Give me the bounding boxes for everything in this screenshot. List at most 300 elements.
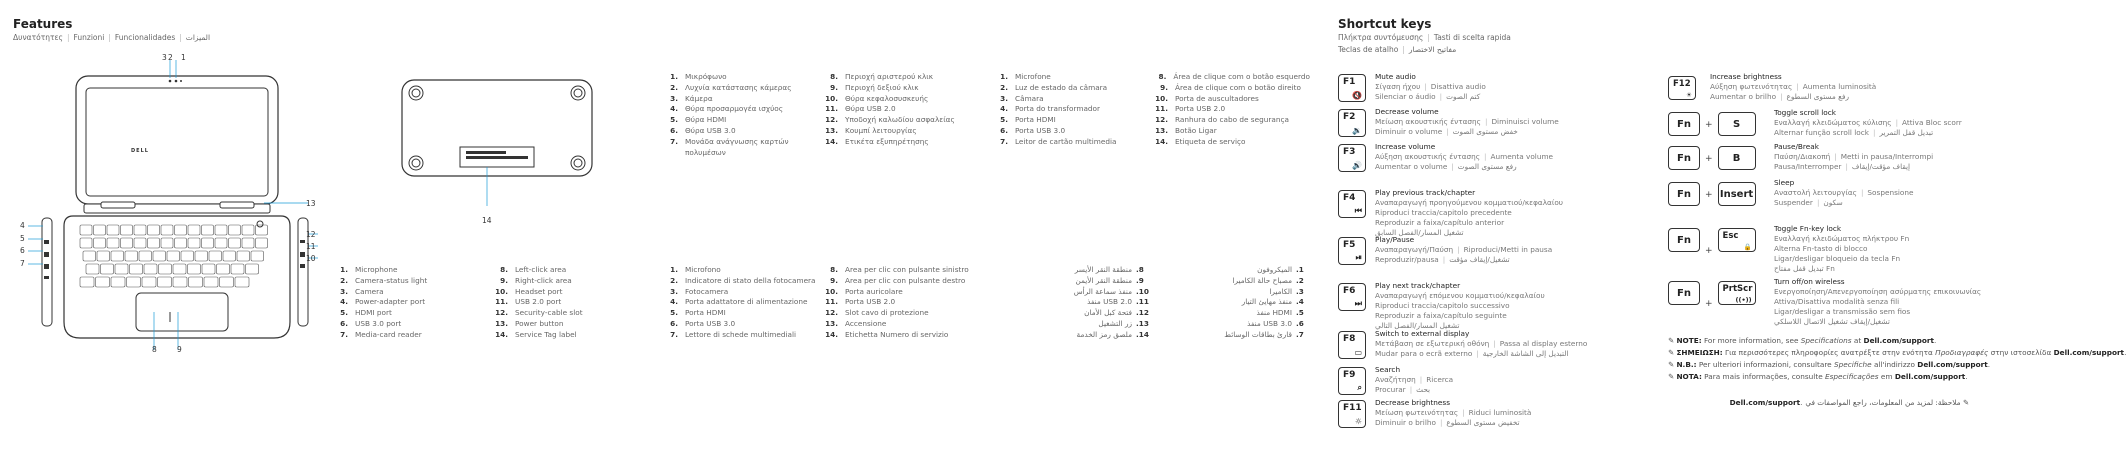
keyboard-key: [209, 251, 222, 261]
keyboard-key: [189, 277, 203, 287]
feature-label: Fotocamera: [685, 286, 729, 296]
feature-item: [490, 319, 650, 330]
note-end: .: [1934, 336, 1937, 345]
feature-number: 7.: [340, 329, 348, 339]
support-link[interactable]: Dell.com/support: [2053, 348, 2125, 357]
key-label: F3: [1343, 147, 1356, 157]
search-icon: ⌕: [1357, 383, 1362, 392]
feature-item: [660, 319, 820, 330]
keyboard-key: [175, 238, 187, 248]
feature-number: 3.: [1000, 93, 1008, 103]
keyboard-key: [159, 264, 172, 274]
keyboard-key: [202, 238, 214, 248]
feature-label: Porta adattatore di alimentazione: [685, 297, 808, 307]
separator: |: [1451, 162, 1454, 171]
key-label: S: [1732, 118, 1741, 130]
feature-number: .8: [1136, 265, 1144, 274]
dell-logo: DELL: [131, 148, 149, 154]
feature-label: Μικρόφωνο: [685, 72, 727, 81]
feature-label: Microphone: [355, 265, 398, 274]
separator: |: [1446, 127, 1449, 136]
callout-12: 12: [306, 230, 316, 239]
translation-text: Αναζήτηση: [1375, 375, 1416, 384]
shortcut-translation: [1375, 208, 1563, 218]
feature-label: Câmara: [1015, 93, 1044, 103]
keyboard-key: [107, 238, 119, 248]
feature-item: [1150, 276, 1310, 287]
note-icon: ✎: [1960, 398, 1969, 407]
support-link[interactable]: Dell.com/support: [1917, 360, 1988, 369]
feature-column: [1150, 72, 1310, 148]
translation-text: Αναπαραγωγή επόμενου κομματιού/κεφαλαίου: [1375, 291, 1545, 300]
feature-label: مصباح حالة الكاميرا: [1232, 275, 1292, 285]
laptop-front-illustration: [28, 50, 328, 355]
translation-text: كتم الصوت: [1446, 92, 1481, 101]
shortcut-title: Turn off/on wireless: [1774, 277, 1845, 286]
shortcut-translation: [1375, 418, 1531, 428]
translation-text: تبديل قفل مفتاح Fn: [1774, 264, 1835, 273]
feature-label: Luz de estado da câmara: [1015, 82, 1108, 92]
feature-label: منطقة النقر الأيمن: [1075, 275, 1132, 285]
feature-label: Accensione: [845, 318, 887, 328]
keyboard-key: [134, 238, 146, 248]
feature-item: [1150, 94, 1310, 105]
features-list-el: [660, 72, 980, 158]
subtitle-pt: Funcionalidades: [114, 33, 176, 42]
shortcut-title: Play/Pause: [1375, 235, 1415, 244]
shortcut-translation: [1375, 301, 1545, 311]
feature-label: الكاميرا: [1269, 286, 1292, 296]
translation-text: Αύξηση ακουστικής έντασης: [1375, 152, 1481, 161]
shortcut-text: [1375, 107, 1559, 137]
feature-label: Θύρα USB 3.0: [685, 125, 736, 135]
feature-label: ملصق رمز الخدمة: [1076, 329, 1132, 339]
shortcut-f3: [1338, 142, 1553, 172]
keyboard-key: [217, 264, 230, 274]
feature-label: Leitor de cartão multimedia: [1015, 136, 1117, 146]
feature-number: 9.: [1160, 82, 1168, 92]
feature-item: [1150, 287, 1310, 298]
feature-number: 14.: [1155, 136, 1168, 146]
shortcuts-subtitle-it: Tasti di scelta rapida: [1433, 33, 1511, 42]
translation-text: Εναλλαγή κλειδώματος πλήκτρου Fn: [1774, 234, 1910, 243]
note-end: .: [1965, 372, 1968, 381]
features-list-pt: [990, 72, 1330, 148]
keyboard-key: [161, 238, 173, 248]
feature-number: 14.: [825, 329, 838, 339]
translation-text: رفع مستوى السطوع: [1786, 92, 1850, 101]
note-label: NOTE:: [1676, 336, 1702, 345]
shortcut-translation: [1375, 82, 1486, 92]
translation-text: Σίγαση ήχου: [1375, 82, 1421, 91]
shortcut-text: [1774, 142, 1933, 172]
shortcut-f9: [1338, 365, 1453, 395]
feature-number: 13.: [825, 125, 838, 135]
keyboard-key: [256, 238, 268, 248]
feature-label: منطقة النقر الأيسر: [1074, 265, 1132, 274]
callout-10: 10: [306, 254, 316, 263]
shortcut-translation: [1774, 234, 1909, 244]
shortcut-title: Increase brightness: [1710, 72, 1782, 81]
keyboard-key: [215, 238, 227, 248]
keyboard-key: [101, 264, 114, 274]
note-line-ar: [1730, 398, 1969, 407]
shortcut-translation: [1774, 264, 1909, 274]
feature-item: [660, 297, 820, 308]
feature-item: [990, 94, 1150, 105]
feature-label: Περιοχή αριστερού κλικ: [845, 72, 934, 81]
keyboard-key: [235, 277, 249, 287]
feature-item: [820, 104, 980, 115]
translation-text: تبديل قفل التمرير: [1879, 128, 1934, 137]
callout-11: 11: [306, 242, 316, 251]
shortcuts-title: Shortcut keys: [1338, 17, 1432, 31]
translation-text: Sospensione: [1867, 188, 1914, 197]
shortcuts-subtitle-2: Teclas de atalho | مفاتيح الاختصار: [1338, 45, 1457, 54]
key-f12: [1668, 76, 1696, 100]
keyboard-key: [181, 251, 194, 261]
callout-8: 8: [152, 345, 157, 354]
shortcut-title: Sleep: [1774, 178, 1795, 187]
keyboard-key: [202, 225, 214, 235]
shortcut-translation: [1774, 244, 1909, 254]
separator: |: [1409, 385, 1413, 394]
keyboard-key: [220, 277, 234, 287]
feature-item: [660, 265, 820, 276]
key-label: Fn: [1677, 287, 1691, 299]
translation-text: Μετάβαση σε εξωτερική οθόνη: [1375, 339, 1490, 348]
key-label: B: [1732, 152, 1741, 164]
feature-item: [990, 83, 1150, 94]
translation-text: تشغيل/إيقاف مؤقت: [1449, 255, 1510, 264]
feature-item: [660, 104, 820, 115]
shortcut-translation: [1375, 218, 1563, 228]
combo-shortcut: [1668, 108, 1962, 138]
translation-text: Riproduci/Metti in pausa: [1463, 245, 1553, 254]
feature-column: [490, 265, 650, 341]
translation-text: Μείωση ακουστικής έντασης: [1375, 117, 1481, 126]
shortcut-translation: [1774, 307, 1981, 317]
keyboard-key: [246, 264, 259, 274]
shortcut-f11: [1338, 398, 1531, 428]
shortcuts-subtitle-pt: Teclas de atalho: [1338, 45, 1399, 54]
translation-text: Metti in pausa/Interrompi: [1840, 152, 1934, 161]
key-label: F8: [1343, 334, 1356, 344]
note-text: ملاحظة: لمزيد من المعلومات، راجع المواصفات في: [1805, 398, 1961, 407]
feature-item: [660, 126, 820, 137]
shortcut-f5: [1338, 235, 1552, 265]
feature-item: [1150, 137, 1310, 148]
translation-text: Passa al display esterno: [1499, 339, 1588, 348]
keyboard-key: [94, 225, 106, 235]
feature-item: [330, 265, 490, 276]
separator: |: [1424, 82, 1427, 91]
shortcut-translation: [1375, 408, 1531, 418]
feature-number: .11: [1136, 297, 1149, 307]
shortcut-translation: [1774, 297, 1981, 307]
translation-text: Alterna Fn-tasto di blocco: [1774, 244, 1868, 253]
note-label: NOTA:: [1676, 372, 1702, 381]
keyboard-key: [130, 264, 143, 274]
key-label: F2: [1343, 112, 1356, 122]
feature-label: Porta de auscultadores: [1175, 93, 1259, 103]
key-insert: [1718, 182, 1756, 206]
keyboard-key: [188, 264, 201, 274]
feature-item: [990, 72, 1150, 83]
feature-number: 2.: [670, 275, 678, 285]
feature-label: Θύρα USB 2.0: [845, 104, 896, 114]
key-f3: [1338, 144, 1366, 172]
feature-number: 8.: [1158, 72, 1167, 81]
feature-label: Area per clic con pulsante sinistro: [845, 265, 969, 274]
feature-number: .1: [1296, 265, 1304, 274]
feature-number: .2: [1296, 275, 1304, 285]
keyboard-key: [223, 251, 236, 261]
feature-label: Υποδοχή καλωδίου ασφαλείας: [845, 115, 955, 125]
translation-text: Ricerca: [1426, 375, 1454, 384]
keyboard-key: [153, 251, 166, 261]
feature-number: 11.: [1155, 104, 1168, 114]
combo-keys: [1668, 281, 1762, 327]
key-label: F11: [1343, 403, 1362, 413]
feature-item: [1150, 72, 1310, 83]
shortcut-text: [1375, 365, 1453, 395]
external-display-icon: ▭: [1354, 348, 1362, 357]
keyboard-key: [111, 277, 125, 287]
feature-number: .6: [1296, 318, 1304, 328]
feature-item: [820, 308, 980, 319]
features-list-en: [330, 265, 650, 341]
feature-item: [330, 276, 490, 287]
keyboard-key: [107, 225, 119, 235]
key-fn: [1668, 281, 1700, 305]
note-text: em: [1878, 372, 1895, 381]
plus-sign: +: [1705, 246, 1713, 256]
key-label: Fn: [1677, 152, 1691, 164]
shortcut-text: [1710, 72, 1876, 102]
support-link[interactable]: Dell.com/support: [1863, 336, 1935, 345]
feature-label: Κάμερα: [685, 93, 713, 103]
note-line: [1668, 336, 1936, 345]
keyboard-key: [173, 277, 187, 287]
feature-column: [990, 72, 1150, 148]
brightness-up-icon: ☀: [1686, 91, 1692, 99]
feature-label: Θύρα HDMI: [685, 115, 727, 125]
key-s: [1718, 112, 1756, 136]
note-icon: ✎: [1668, 372, 1677, 381]
feature-item: [820, 94, 980, 105]
feature-item: [660, 287, 820, 298]
plus-sign: +: [1705, 120, 1713, 130]
separator: |: [1860, 188, 1864, 197]
feature-item: [820, 137, 980, 148]
keyboard-key: [144, 264, 157, 274]
callout-14: 14: [482, 216, 492, 225]
feature-item: [490, 276, 650, 287]
separator: |: [1796, 82, 1799, 91]
key-label: F9: [1343, 370, 1356, 380]
feature-number: 7.: [670, 329, 678, 339]
key-label: F5: [1343, 240, 1356, 250]
translation-text: تشغيل/إيقاف تشغيل الاتصال اللاسلكي: [1774, 317, 1890, 326]
shortcut-title: Toggle Fn-key lock: [1774, 224, 1842, 233]
feature-label: Porta USB 3.0: [1015, 125, 1066, 135]
feature-number: .5: [1296, 308, 1304, 318]
feature-column: [660, 72, 820, 158]
keyboard-key: [121, 225, 133, 235]
translation-text: Aumentar o brilho: [1710, 92, 1777, 101]
feature-number: 1.: [340, 265, 348, 274]
note-icon: ✎: [1668, 336, 1677, 345]
shortcut-translation: [1774, 254, 1909, 264]
key-label: Insert: [1719, 188, 1754, 200]
feature-column: [330, 265, 490, 341]
keyboard-key: [148, 225, 160, 235]
feature-label: Λυχνία κατάστασης κάμερας: [685, 82, 792, 92]
key-fn: [1668, 228, 1700, 252]
shortcut-title: Play next track/chapter: [1375, 281, 1461, 290]
keyboard-key: [231, 264, 244, 274]
callout-4: 4: [20, 221, 25, 230]
feature-number: 9.: [830, 275, 838, 285]
feature-number: 5.: [340, 308, 348, 318]
feature-number: 6.: [670, 125, 678, 135]
feature-number: .14: [1136, 329, 1149, 339]
translation-text: Diminuir o volume: [1375, 127, 1443, 136]
keyboard-key: [83, 251, 96, 261]
feature-item: [1150, 115, 1310, 126]
subtitle-el: Δυνατότητες: [13, 33, 63, 42]
feature-number: 8.: [830, 72, 838, 81]
keyboard-key: [175, 225, 187, 235]
note-text: Para mais informações, consulte: [1701, 372, 1826, 381]
separator: |: [1462, 408, 1465, 417]
translation-text: إيقاف مؤقت/إيقاف: [1851, 162, 1911, 171]
feature-number: 11.: [495, 297, 508, 307]
feature-item: [820, 72, 980, 83]
feature-label: Botão Ligar: [1175, 125, 1217, 135]
separator: |: [1780, 92, 1783, 101]
brightness-down-icon: ☼: [1354, 417, 1362, 426]
key-f9: [1338, 367, 1366, 395]
shortcut-text: [1375, 235, 1552, 265]
feature-item: [990, 126, 1150, 137]
feature-item: [820, 319, 980, 330]
separator: |: [1484, 117, 1488, 126]
feature-label: Area per clic con pulsante destro: [845, 275, 966, 285]
feature-number: .7: [1296, 329, 1304, 339]
key-f8: [1338, 331, 1366, 359]
key-fn: [1668, 146, 1700, 170]
keyboard-key: [188, 238, 200, 248]
shortcut-text: [1774, 178, 1913, 208]
feature-number: 5.: [670, 115, 678, 125]
feature-item: [990, 276, 1150, 287]
feature-number: 9.: [830, 82, 838, 92]
shortcut-translation: [1774, 198, 1913, 208]
callout-2: 2: [168, 53, 173, 62]
feature-item: [330, 297, 490, 308]
key-f5: [1338, 237, 1366, 265]
feature-label: Porta HDMI: [1015, 115, 1056, 125]
shortcut-title: Mute audio: [1375, 72, 1416, 81]
support-link[interactable]: Dell.com/support: [1729, 398, 1801, 407]
note-emphasis: Specifiche: [1833, 360, 1872, 369]
combo-shortcut: [1668, 224, 1909, 274]
support-link[interactable]: Dell.com/support: [1894, 372, 1966, 381]
separator: |: [1895, 118, 1899, 127]
keyboard-key: [139, 251, 152, 261]
shortcut-text: [1375, 329, 1587, 359]
callout-7: 7: [20, 259, 25, 268]
translation-text: تشغيل المسار/الفصل السابق: [1375, 228, 1464, 237]
shortcut-translation: [1375, 349, 1587, 359]
combo-shortcut: [1668, 178, 1913, 208]
keyboard-key: [229, 238, 241, 248]
keyboard-key: [229, 225, 241, 235]
shortcut-f8: [1338, 329, 1587, 359]
keyboard-key: [204, 277, 218, 287]
feature-label: Etiqueta de serviço: [1175, 136, 1246, 146]
note-end: .: [1800, 398, 1803, 407]
note-emphasis: Προδιαγραφές: [1935, 348, 1989, 357]
feature-label: قارئ بطاقات الوسائط: [1224, 329, 1292, 339]
translation-text: Aumenta luminosità: [1802, 82, 1877, 91]
translation-text: التبديل إلى الشاشة الخارجية: [1482, 349, 1569, 358]
callout-6: 6: [20, 246, 25, 255]
feature-number: 6.: [1000, 125, 1008, 135]
translation-text: Μείωση φωτεινότητας: [1375, 408, 1459, 417]
feature-item: [990, 297, 1150, 308]
shortcut-translation: [1375, 152, 1553, 162]
key-label: PrtScr: [1722, 284, 1753, 294]
feature-item: [490, 265, 650, 276]
shortcuts-subtitle-ar: مفاتيح الاختصار: [1408, 45, 1457, 54]
feature-number: 10.: [825, 93, 838, 103]
translation-text: Ligar/desligar bloqueio da tecla Fn: [1774, 254, 1901, 263]
feature-label: Power-adapter port: [355, 297, 426, 307]
translation-text: Reproduzir a faixa/capítulo seguinte: [1375, 311, 1507, 320]
feature-item: [330, 308, 490, 319]
translation-text: Aumentar o volume: [1375, 162, 1448, 171]
translation-text: Alternar função scroll lock: [1774, 128, 1869, 137]
feature-label: Camera-status light: [355, 275, 428, 285]
feature-label: Μονάδα ανάγνωσης καρτών πολυμέσων: [685, 136, 789, 157]
feature-label: Porta do transformador: [1015, 104, 1101, 114]
callout-5: 5: [20, 234, 25, 243]
shortcut-title: Play previous track/chapter: [1375, 188, 1476, 197]
feature-item: [820, 297, 980, 308]
feature-item: [490, 330, 650, 341]
note-text: Για περισσότερες πληροφορίες ανατρέξτε στην ενότητα: [1722, 348, 1936, 357]
feature-label: Media-card reader: [355, 329, 422, 339]
translation-text: خفض مستوى الصوت: [1452, 127, 1518, 136]
shortcut-translation: [1774, 317, 1981, 327]
note-text: at: [1851, 336, 1864, 345]
next-track-icon: ⏭: [1354, 299, 1362, 308]
translation-text: Silenciar o áudio: [1375, 92, 1436, 101]
separator: |: [1439, 418, 1443, 427]
keyboard-key: [96, 277, 110, 287]
feature-item: [660, 115, 820, 126]
shortcut-translation: [1375, 255, 1552, 265]
shortcut-f1: [1338, 72, 1486, 102]
keyboard-key: [86, 264, 99, 274]
feature-item: [990, 104, 1150, 115]
feature-item: [660, 83, 820, 94]
feature-label: فتحة كبل الأمان: [1084, 308, 1132, 318]
feature-item: [820, 126, 980, 137]
